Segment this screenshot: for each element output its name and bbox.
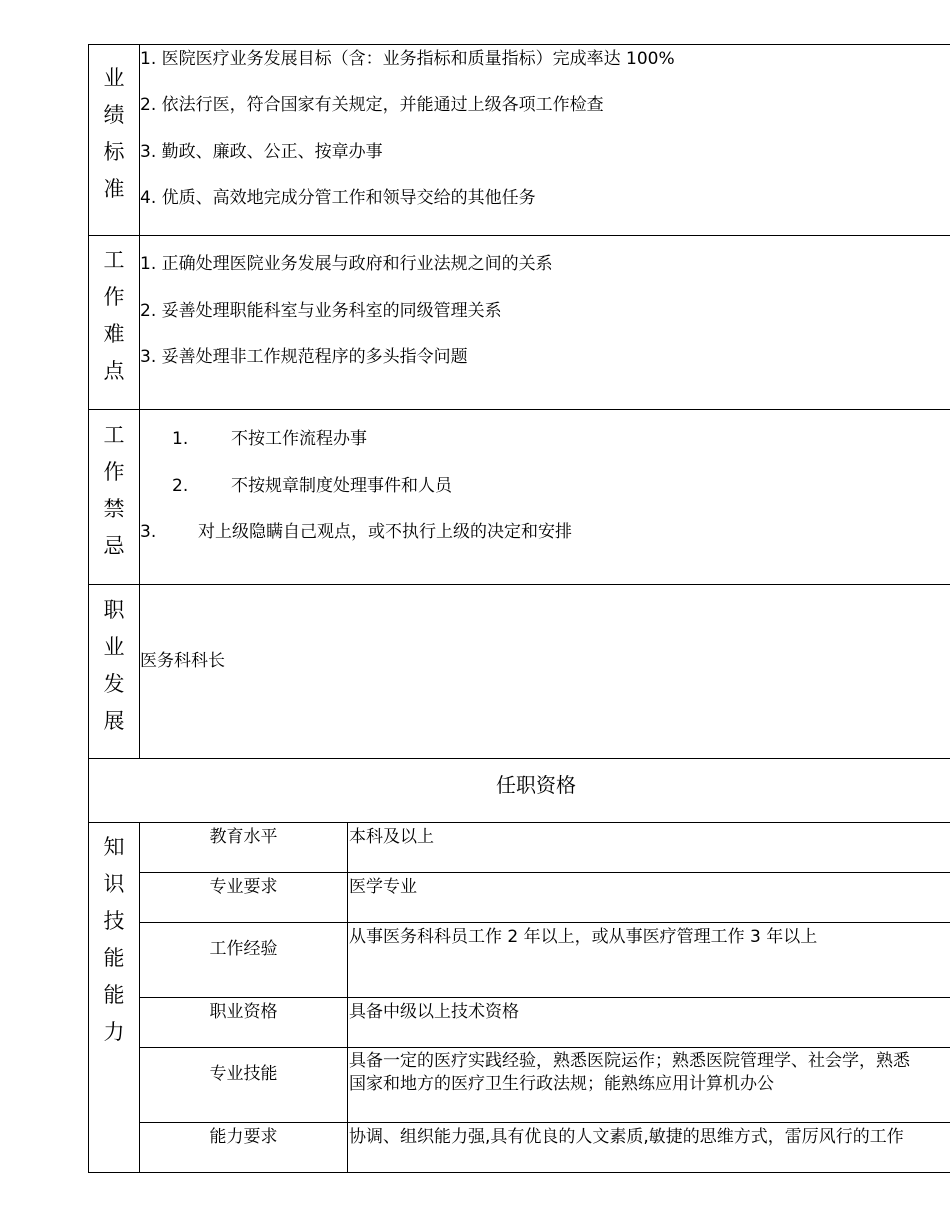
- difficulty-item: 3. 妥善处理非工作规范程序的多头指令问题: [140, 347, 468, 367]
- difficulty-item: 1. 正确处理医院业务发展与政府和行业法规之间的关系: [140, 254, 553, 274]
- qualification-value: 具备一定的医疗实践经验，熟悉医院运作；熟悉医院管理学、社会学，熟悉 国家和地方的医疗卫生行政法规；能熟练应用计算机办公: [349, 1051, 910, 1094]
- row-divider: [139, 1047, 950, 1048]
- qualification-name: 教育水平: [209, 827, 278, 847]
- qualification-name: 工作经验: [209, 939, 278, 959]
- performance-label: 业 绩 标 准: [103, 66, 125, 201]
- qualification-value: 协调、组织能力强,具有优良的人文素质,敏捷的思维方式，雷厉风行的工作: [349, 1127, 904, 1147]
- performance-item: 4. 优质、高效地完成分管工作和领导交给的其他任务: [140, 188, 536, 208]
- qualification-name: 专业技能: [209, 1064, 278, 1084]
- prohibition-item-text: 不按工作流程办事: [231, 429, 367, 449]
- qualification-name: 专业要求: [209, 877, 278, 897]
- qualification-value: 从事医务科科员工作 2 年以上，或从事医疗管理工作 3 年以上: [349, 927, 818, 947]
- performance-item: 2. 依法行医，符合国家有关规定，并能通过上级各项工作检查: [140, 95, 604, 115]
- row-divider: [139, 1122, 950, 1123]
- difficulty-item: 2. 妥善处理职能科室与业务科室的同级管理关系: [140, 301, 502, 321]
- performance-item: 1. 医院医疗业务发展目标（含：业务指标和质量指标）完成率达 100%: [140, 49, 675, 69]
- career-label: 职 业 发 展: [103, 598, 125, 733]
- qualification-name: 职业资格: [209, 1002, 278, 1022]
- qualification-value: 本科及以上: [349, 827, 434, 847]
- prohibition-item-text: 不按规章制度处理事件和人员: [231, 476, 452, 496]
- qualification-value: 具备中级以上技术资格: [349, 1002, 519, 1022]
- row-divider: [88, 584, 950, 585]
- prohibition-item-text: 对上级隐瞒自己观点，或不执行上级的决定和安排: [198, 522, 572, 542]
- table-border-top: [88, 44, 950, 45]
- qualifications-title: 任职资格: [496, 773, 576, 797]
- row-divider: [139, 872, 950, 873]
- prohibition-item-number: 1.: [172, 429, 189, 449]
- knowledge-skills-label: 知 识 技 能 能 力: [103, 835, 125, 1044]
- value-column-divider: [347, 822, 348, 1173]
- row-divider: [88, 235, 950, 236]
- career-text: 医务科科长: [140, 651, 225, 671]
- performance-item: 3. 勤政、廉政、公正、按章办事: [140, 142, 383, 162]
- difficulty-label: 工 作 难 点: [103, 248, 125, 383]
- table-border-bottom: [88, 1172, 950, 1173]
- row-divider: [139, 922, 950, 923]
- qualification-name: 能力要求: [209, 1127, 278, 1147]
- prohibition-item-number: 3.: [140, 522, 157, 542]
- prohibitions-label: 工 作 禁 忌: [103, 423, 125, 558]
- prohibition-item-number: 2.: [172, 476, 189, 496]
- label-column-divider: [139, 822, 140, 1173]
- row-divider: [88, 758, 950, 759]
- row-divider: [88, 822, 950, 823]
- row-divider: [88, 409, 950, 410]
- qualification-value: 医学专业: [349, 877, 417, 897]
- row-divider: [139, 997, 950, 998]
